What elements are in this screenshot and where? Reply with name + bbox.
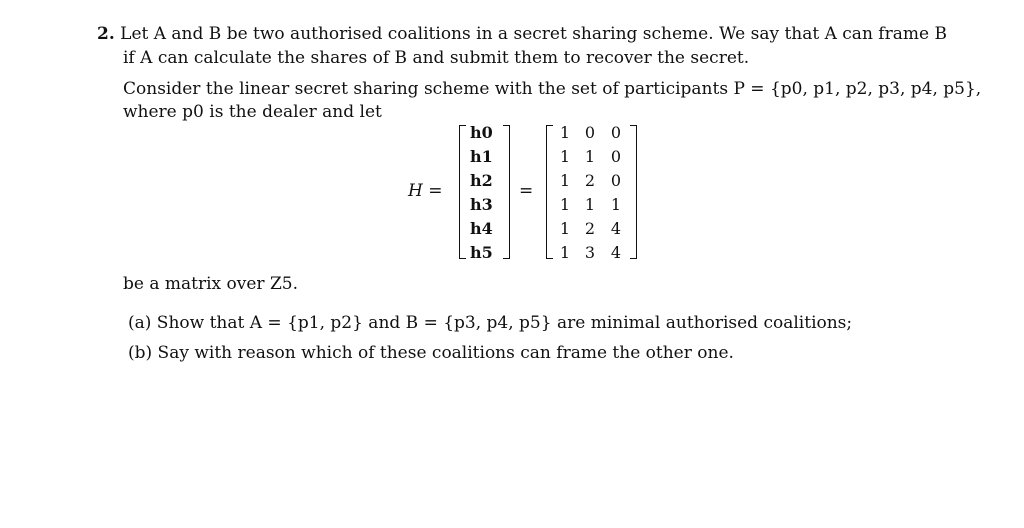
matrix-cell: 1 xyxy=(584,147,596,166)
h-vector-entry: h5 xyxy=(470,243,493,262)
matrix-cell: 4 xyxy=(610,219,622,238)
equals-sign: = xyxy=(519,181,534,201)
matrix-cell: 1 xyxy=(559,243,571,262)
matrix-cell: 1 xyxy=(559,123,571,142)
part-a: (a) Show that A = {p1, p2} and B = {p3, p4, p5} are minimal authorised coalitions; xyxy=(128,313,853,333)
matrix-cell: 2 xyxy=(584,171,596,190)
matrix-cell: 1 xyxy=(559,171,571,190)
h-vector-right-bracket xyxy=(503,125,510,259)
h-vector-left-bracket xyxy=(459,125,466,259)
matrix-cell: 0 xyxy=(610,123,622,142)
matrix-cell: 0 xyxy=(610,147,622,166)
problem-line-3: Consider the linear secret sharing scheme with the set of participants P = {p0, p1, p2, p3, p4, p5}, xyxy=(123,79,982,99)
problem-number: 2. xyxy=(97,24,115,44)
matrix-cell: 1 xyxy=(559,195,571,214)
problem-line-4: where p0 is the dealer and let xyxy=(123,102,382,122)
matrix-cell: 4 xyxy=(610,243,622,262)
h-vector-entry: h2 xyxy=(470,171,493,190)
matrix-cell: 1 xyxy=(610,195,622,214)
matrix-cell: 1 xyxy=(559,147,571,166)
matrix-cell: 0 xyxy=(610,171,622,190)
h-vector-entry: h1 xyxy=(470,147,493,166)
problem-text-line-1 xyxy=(97,23,947,45)
h-vector-entry: h3 xyxy=(470,195,493,214)
h-vector-entry: h4 xyxy=(470,219,493,238)
matrix-cell: 0 xyxy=(584,123,596,142)
matrix-cell: 1 xyxy=(584,195,596,214)
h-vector-entry: h0 xyxy=(470,123,493,142)
matrix-right-bracket xyxy=(630,125,637,259)
after-matrix-text: be a matrix over Z5. xyxy=(123,274,298,294)
part-b: (b) Say with reason which of these coalitions can frame the other one. xyxy=(128,343,734,363)
matrix-cell: 2 xyxy=(584,219,596,238)
problem-line-1: Let A and B be two authorised coalitions in a secret sharing scheme. We say that A can frame B xyxy=(120,24,947,44)
matrix-cell: 1 xyxy=(559,219,571,238)
matrix-left-bracket xyxy=(546,125,553,259)
matrix-label: H = xyxy=(408,181,443,201)
matrix-cell: 3 xyxy=(584,243,596,262)
problem-line-2: if A can calculate the shares of B and submit them to recover the secret. xyxy=(123,48,750,68)
